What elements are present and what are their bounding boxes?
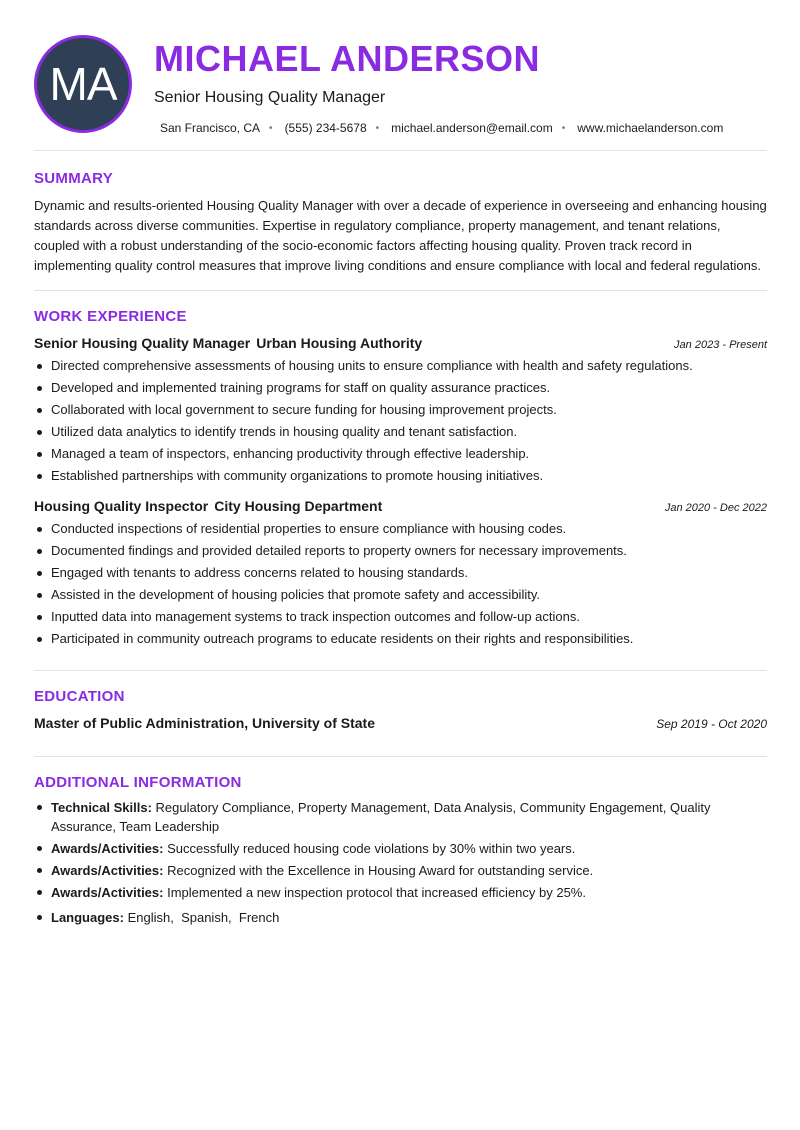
list-item: Assisted in the development of housing policies that promote safety and accessibility. — [34, 584, 767, 606]
list-item — [34, 798, 767, 836]
job-date: Jan 2023 - Present — [674, 339, 767, 351]
summary-text: Dynamic and results-oriented Housing Quality Manager with over a decade of experience in overseeing and enhancing housing standards across diverse communities. Expertise in regulatory compliance, property management, and tenant relations, coupled with a robust understanding of the socio-economic factors affecting housing quality. Proven track record in implementing quality control measures that improve living conditions and ensure compliance with local and federal regulations. — [34, 198, 767, 273]
candidate-name: MICHAEL ANDERSON — [154, 38, 541, 79]
job-title: Senior Housing Quality Manager — [34, 335, 251, 351]
list-item: Utilized data analytics to identify trends in housing quality and tenant satisfaction. — [34, 421, 767, 443]
item-text: Successfully reduced housing code violations by 30% within two years. — [167, 841, 576, 856]
job-bullets — [34, 355, 767, 487]
degree: Master of Public Administration, University of State — [34, 715, 375, 731]
education-heading: EDUCATION — [34, 688, 125, 705]
summary-section — [34, 151, 767, 291]
item-label: Awards/Activities: — [51, 885, 164, 900]
additional-info-list — [34, 798, 767, 927]
avatar-initials: MA — [49, 58, 117, 110]
separator-dot: • — [269, 122, 273, 134]
item-label: Languages: — [51, 910, 124, 925]
work-experience-heading: WORK EXPERIENCE — [34, 308, 187, 325]
list-item — [34, 883, 767, 902]
phone: (555) 234-5678 — [284, 121, 367, 135]
resume-header — [34, 0, 767, 151]
email: michael.anderson@email.com — [391, 121, 553, 135]
job-company: City Housing Department — [214, 498, 383, 514]
resume-page — [34, 0, 767, 930]
location: San Francisco, CA — [160, 121, 261, 135]
item-label: Awards/Activities: — [51, 863, 164, 878]
list-item: Inputted data into management systems to track inspection outcomes and follow-up actions. — [34, 606, 767, 628]
separator-dot: • — [561, 122, 566, 134]
job-company: Urban Housing Authority — [256, 335, 423, 351]
summary-heading: SUMMARY — [34, 170, 114, 187]
list-item — [34, 908, 767, 927]
item-label: Awards/Activities: — [51, 841, 164, 856]
job-header — [34, 335, 422, 351]
list-item: Participated in community outreach programs to educate residents on their rights and responsibilities. — [34, 628, 767, 650]
list-item: Documented findings and provided detailed reports to property owners for necessary improvements. — [34, 540, 767, 562]
list-item: Managed a team of inspectors, enhancing productivity through effective leadership. — [34, 443, 767, 465]
contact-info — [160, 121, 723, 135]
job-header — [34, 498, 382, 514]
list-item — [34, 861, 767, 880]
avatar — [34, 35, 132, 133]
additional-info-section — [34, 757, 767, 927]
job-entry — [34, 498, 767, 650]
separator-dot: • — [375, 122, 380, 134]
education-date: Sep 2019 - Oct 2020 — [656, 717, 767, 731]
list-item: Collaborated with local government to secure funding for housing improvement projects. — [34, 399, 767, 421]
list-item: Conducted inspections of residential properties to ensure compliance with housing codes. — [34, 518, 767, 540]
item-label: Technical Skills: — [51, 800, 152, 815]
list-item: Directed comprehensive assessments of housing units to ensure compliance with health and safety regulations. — [34, 355, 767, 377]
job-date: Jan 2020 - Dec 2022 — [664, 502, 767, 514]
list-item — [34, 839, 767, 858]
work-experience-section — [34, 291, 767, 671]
additional-info-heading: ADDITIONAL INFORMATION — [34, 774, 242, 791]
list-item: Established partnerships with community organizations to promote housing initiatives. — [34, 465, 767, 487]
education-section — [34, 671, 767, 757]
job-bullets — [34, 518, 767, 650]
item-text: Recognized with the Excellence in Housing Award for outstanding service. — [167, 863, 594, 878]
candidate-title: Senior Housing Quality Manager — [154, 89, 386, 106]
job-title: Housing Quality Inspector — [34, 498, 209, 514]
item-text: Implemented a new inspection protocol that increased efficiency by 25%. — [167, 885, 586, 900]
list-item: Developed and implemented training programs for staff on quality assurance practices. — [34, 377, 767, 399]
list-item: Engaged with tenants to address concerns related to housing standards. — [34, 562, 767, 584]
website: www.michaelanderson.com — [577, 121, 724, 135]
job-entry — [34, 335, 767, 487]
item-text: English, Spanish, French — [127, 910, 280, 925]
item-text: Regulatory Compliance, Property Management, Data Analysis, Community Engagement, Quality Assurance, Team Leadership — [51, 800, 711, 834]
